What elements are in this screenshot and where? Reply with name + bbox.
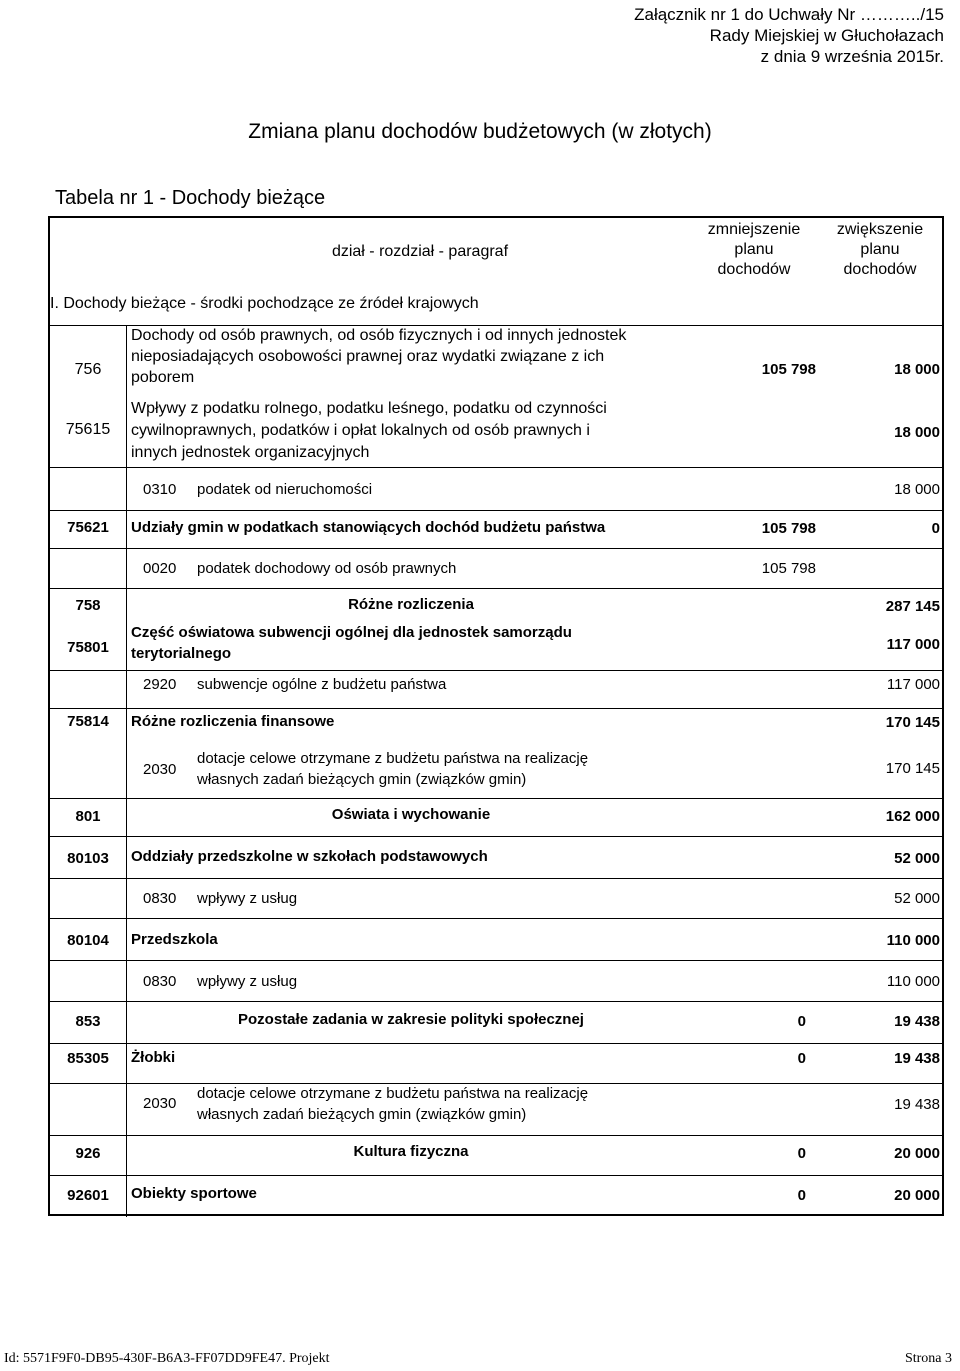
- row-description: [131, 622, 572, 664]
- code-758: 758: [75, 597, 101, 614]
- row-divider: [50, 798, 942, 799]
- decrease-value: 0: [797, 1050, 806, 1067]
- paragraph-0020: 0020: [143, 560, 177, 577]
- description-line: własnych zadań bieżących gmin (związków gmin): [197, 771, 527, 788]
- increase-value: 287 145: [885, 598, 940, 615]
- paragraph-0830: 0830: [143, 973, 177, 990]
- code-75615: 75615: [65, 421, 111, 438]
- code-926: 926: [75, 1145, 101, 1162]
- row-description: Różne rozliczenia finansowe: [131, 713, 335, 730]
- paragraph-2030: 2030: [143, 761, 177, 778]
- increase-value: 110 000: [886, 932, 940, 949]
- increase-value: 19 438: [894, 1013, 940, 1030]
- row-description: Żłobki: [131, 1049, 176, 1066]
- decrease-value: 0: [797, 1145, 806, 1162]
- row-description: podatek od nieruchomości: [197, 481, 373, 498]
- increase-value: 170 145: [885, 714, 940, 731]
- row-divider: [50, 836, 942, 837]
- description-line: Część oświatowa subwencji ogólnej dla jednostek samorządu: [131, 624, 572, 641]
- increase-value: 20 000: [894, 1187, 940, 1204]
- code-75814: 75814: [67, 713, 109, 730]
- row-divider: [50, 510, 942, 511]
- row-description: Przedszkola: [131, 931, 218, 948]
- row-description: Różne rozliczenia: [348, 596, 474, 613]
- decrease-value: 105 798: [761, 520, 816, 537]
- row-description: podatek dochodowy od osób prawnych: [197, 560, 457, 577]
- increase-header-line: zwiększenie: [836, 221, 924, 238]
- row-divider: [50, 467, 942, 468]
- increase-value: 19 438: [894, 1096, 940, 1113]
- section-heading: I. Dochody bieżące - środki pochodzące ze źródeł krajowych: [50, 295, 479, 312]
- row-divider: [50, 588, 942, 589]
- table-subtitle: Tabela nr 1 - Dochody bieżące: [55, 187, 326, 209]
- column-header-increase: [820, 220, 940, 280]
- row-description: [131, 325, 626, 388]
- row-divider: [50, 878, 942, 879]
- code-75801: 75801: [67, 639, 109, 656]
- row-description: [131, 398, 607, 464]
- description-line: terytorialnego: [131, 645, 232, 662]
- row-description: [197, 1083, 588, 1125]
- attachment-header: [634, 4, 944, 67]
- paragraph-0310: 0310: [143, 481, 177, 498]
- code-75621: 75621: [67, 519, 109, 536]
- row-divider: [50, 670, 942, 671]
- description-line: własnych zadań bieżących gmin (związków gmin): [197, 1106, 527, 1123]
- description-line: Wpływy z podatku rolnego, podatku leśnego, podatku od czynności: [131, 400, 607, 417]
- description-line: innych jednostek organizacyjnych: [131, 444, 370, 461]
- page-title: Zmiana planu dochodów budżetowych (w złotych): [248, 120, 712, 143]
- row-divider: [50, 1175, 942, 1176]
- code-85305: 85305: [67, 1050, 109, 1067]
- description-line: nieposiadających osobowości prawnej oraz wydatki związane z ich: [131, 348, 605, 365]
- row-description: [197, 748, 588, 790]
- code-853: 853: [75, 1013, 101, 1030]
- row-divider: [50, 918, 942, 919]
- description-line: dotacje celowe otrzymane z budżetu państwa na realizację: [197, 750, 589, 767]
- increase-value: 18 000: [894, 424, 940, 441]
- row-description: subwencje ogólne z budżetu państwa: [197, 676, 447, 693]
- row-description: Oddziały przedszkolne w szkołach podstawowych: [131, 848, 488, 865]
- decrease-header-line: dochodów: [717, 261, 791, 278]
- code-80103: 80103: [67, 850, 109, 867]
- code-92601: 92601: [67, 1187, 109, 1204]
- column-header-description: dział - rozdział - paragraf: [331, 243, 509, 260]
- page-number: Strona 3: [904, 1351, 952, 1366]
- code-80104: 80104: [67, 932, 109, 949]
- paragraph-0830: 0830: [143, 890, 177, 907]
- increase-value: 52 000: [894, 890, 940, 907]
- description-line: poborem: [131, 369, 195, 386]
- increase-value: 52 000: [894, 850, 940, 867]
- row-description: Pozostałe zadania w zakresie polityki społecznej: [238, 1011, 584, 1028]
- increase-value: 18 000: [894, 361, 940, 378]
- code-756: 756: [74, 361, 102, 378]
- row-description: Obiekty sportowe: [131, 1185, 257, 1202]
- row-divider: [50, 548, 942, 549]
- increase-value: 19 438: [894, 1050, 940, 1067]
- row-description: wpływy z usług: [197, 890, 298, 907]
- income-table: [48, 216, 944, 1216]
- decrease-value: 105 798: [761, 560, 816, 577]
- decrease-value: 105 798: [761, 361, 816, 378]
- increase-value: 110 000: [886, 973, 940, 990]
- header-line-3: z dnia 9 września 2015r.: [760, 47, 944, 66]
- decrease-value: 0: [797, 1187, 806, 1204]
- row-divider: [50, 1001, 942, 1002]
- increase-header-line: planu: [860, 241, 900, 258]
- row-description: Kultura fizyczna: [353, 1143, 469, 1160]
- decrease-header-line: zmniejszenie: [707, 221, 801, 238]
- paragraph-2030: 2030: [143, 1095, 177, 1112]
- decrease-header-line: planu: [734, 241, 774, 258]
- increase-value: 162 000: [885, 808, 940, 825]
- decrease-value: 0: [797, 1013, 806, 1030]
- increase-value: 20 000: [894, 1145, 940, 1162]
- increase-value: 170 145: [885, 760, 940, 777]
- row-description: Udziały gmin w podatkach stanowiących dochód budżetu państwa: [131, 519, 606, 536]
- row-divider: [50, 1135, 942, 1136]
- code-801: 801: [75, 808, 101, 825]
- increase-value: 18 000: [894, 481, 940, 498]
- increase-value: 117 000: [886, 676, 940, 693]
- increase-value: 0: [931, 520, 940, 537]
- increase-value: 117 000: [886, 636, 940, 653]
- description-line: dotacje celowe otrzymane z budżetu państwa na realizację: [197, 1085, 589, 1102]
- paragraph-2920: 2920: [143, 676, 177, 693]
- column-header-decrease: [696, 220, 812, 280]
- row-description: Oświata i wychowanie: [331, 806, 491, 823]
- row-description: wpływy z usług: [197, 973, 298, 990]
- header-line-1: Załącznik nr 1 do Uchwały Nr ………../15: [634, 5, 944, 24]
- row-divider: [50, 1043, 942, 1044]
- row-divider: [50, 960, 942, 961]
- row-divider: [50, 708, 942, 709]
- header-line-2: Rady Miejskiej w Głuchołazach: [709, 26, 944, 45]
- description-line: Dochody od osób prawnych, od osób fizycznych i od innych jednostek: [131, 327, 627, 344]
- description-line: cywilnoprawnych, podatków i opłat lokalnych od osób prawnych i: [131, 422, 590, 439]
- document-id: Id: 5571F9F0-DB95-430F-B6A3-FF07DD9FE47. Projekt: [4, 1351, 330, 1366]
- increase-header-line: dochodów: [843, 261, 917, 278]
